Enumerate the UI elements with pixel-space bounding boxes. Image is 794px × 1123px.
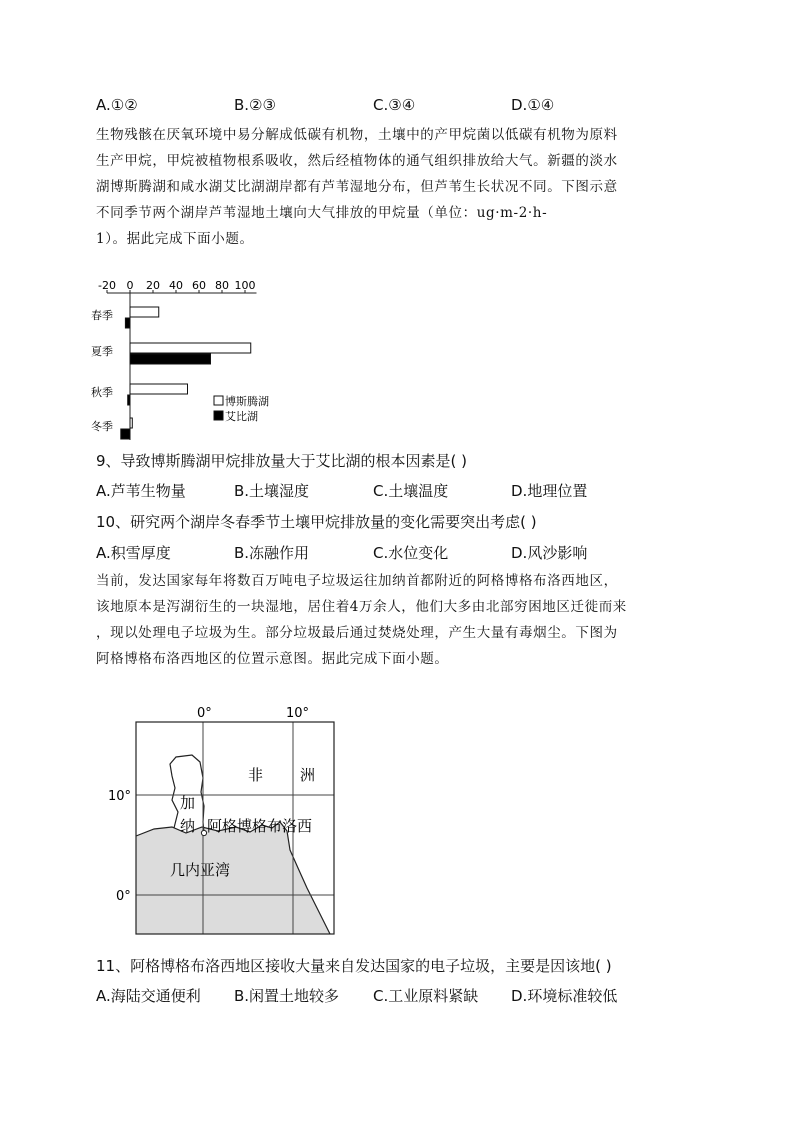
q10-option-b: B.冻融作用 — [234, 544, 310, 562]
q9-option-d: D.地理位置 — [511, 482, 588, 500]
passage-line: 湖博斯腾湖和咸水湖艾比湖湖岸都有芦苇湿地分布，但芦苇生长状况不同。下图示意 — [96, 179, 618, 195]
legend-swatch — [214, 411, 223, 420]
legend-label: 博斯腾湖 — [225, 395, 269, 408]
passage-line: 1）。据此完成下面小题。 — [96, 231, 254, 247]
q9-option-c: C.土壤温度 — [373, 482, 449, 500]
x-tick-label: 60 — [192, 280, 206, 292]
passage-methane — [96, 122, 696, 252]
lon-label-0: 0° — [197, 706, 212, 721]
x-tick-label: 100 — [234, 280, 256, 292]
q11-option-d: D.环境标准较低 — [511, 987, 618, 1005]
passage-line: 生产甲烷，甲烷被植物根系吸收，然后经植物体的通气组织排放给大气。新疆的淡水 — [96, 153, 618, 169]
q9-stem: 9、导致博斯腾湖甲烷排放量大于艾比湖的根本因素是( ) — [96, 452, 468, 470]
ghana-label-1: 加 — [180, 794, 196, 812]
passage-line: 该地原本是泻湖衍生的一块湿地，居住着4万余人，他们大多由北部穷困地区迁徙而来 — [96, 599, 627, 615]
category-label: 秋季 — [91, 386, 113, 399]
q11-option-b: B.闲置土地较多 — [234, 987, 340, 1005]
category-label: 春季 — [91, 309, 113, 322]
x-tick-label: 40 — [169, 280, 183, 292]
q8-option-b: B.②③ — [234, 96, 276, 114]
bar — [130, 343, 251, 353]
x-tick-label: -20 — [98, 280, 116, 292]
map-svg — [100, 700, 350, 945]
bar — [130, 418, 132, 428]
x-tick-label: 20 — [146, 280, 160, 292]
passage-line: 不同季节两个湖岸芦苇湿地土壤向大气排放的甲烷量（单位：ug·m-2·h- — [96, 205, 548, 221]
passage-line: ，现以处理电子垃圾为生。部分垃圾最后通过焚烧处理，产生大量有毒烟尘。下图为 — [96, 625, 618, 641]
methane-bar-chart — [90, 280, 290, 444]
passage-ewaste — [96, 568, 696, 672]
q10-option-a: A.积雪厚度 — [96, 544, 171, 562]
lat-label-10: 10° — [108, 789, 132, 804]
q8-option-d: D.①④ — [511, 96, 555, 114]
legend-label: 艾比湖 — [225, 410, 258, 423]
q8-option-c: C.③④ — [373, 96, 416, 114]
bar — [125, 318, 130, 328]
location-map — [100, 700, 350, 949]
category-label: 冬季 — [91, 420, 113, 433]
q8-option-a: A.①② — [96, 96, 138, 114]
gulf-of-guinea-sea — [136, 822, 330, 934]
passage-line: 生物残骸在厌氧环境中易分解成低碳有机物，土壤中的产甲烷菌以低碳有机物为原料 — [96, 127, 618, 143]
q10-option-c: C.水位变化 — [373, 544, 449, 562]
lon-label-10: 10° — [286, 706, 310, 721]
bar — [130, 384, 188, 394]
x-tick-label: 0 — [126, 280, 134, 292]
africa-label-1: 非 — [248, 766, 264, 784]
q11-option-a: A.海陆交通便利 — [96, 987, 201, 1005]
q11-option-c: C.工业原料紧缺 — [373, 987, 479, 1005]
site-marker — [201, 830, 206, 835]
gulf-label: 几内亚湾 — [170, 861, 231, 879]
bar — [130, 307, 159, 317]
lat-label-0: 0° — [116, 889, 131, 904]
bar — [128, 395, 130, 405]
q10-option-d: D.风沙影响 — [511, 544, 588, 562]
passage-line: 当前，发达国家每年将数百万吨电子垃圾运往加纳首都附近的阿格博格布洛西地区， — [96, 573, 618, 589]
africa-label-2: 洲 — [300, 766, 316, 784]
x-tick-label: 80 — [215, 280, 229, 292]
q10-stem: 10、研究两个湖岸冬春季节土壤甲烷排放量的变化需要突出考虑( ) — [96, 513, 537, 531]
site-label: 阿格博格布洛西 — [207, 817, 313, 835]
bar — [130, 354, 211, 364]
legend-swatch — [214, 396, 223, 405]
q11-stem: 11、阿格博格布洛西地区接收大量来自发达国家的电子垃圾，主要是因该地( ) — [96, 957, 612, 975]
ghana-label-2: 纳 — [180, 817, 196, 835]
q9-option-b: B.土壤湿度 — [234, 482, 310, 500]
q9-option-a: A.芦苇生物量 — [96, 482, 186, 500]
bar — [121, 429, 130, 439]
category-label: 夏季 — [91, 345, 113, 358]
chart-svg — [90, 280, 290, 440]
passage-line: 阿格博格布洛西地区的位置示意图。据此完成下面小题。 — [96, 651, 449, 667]
